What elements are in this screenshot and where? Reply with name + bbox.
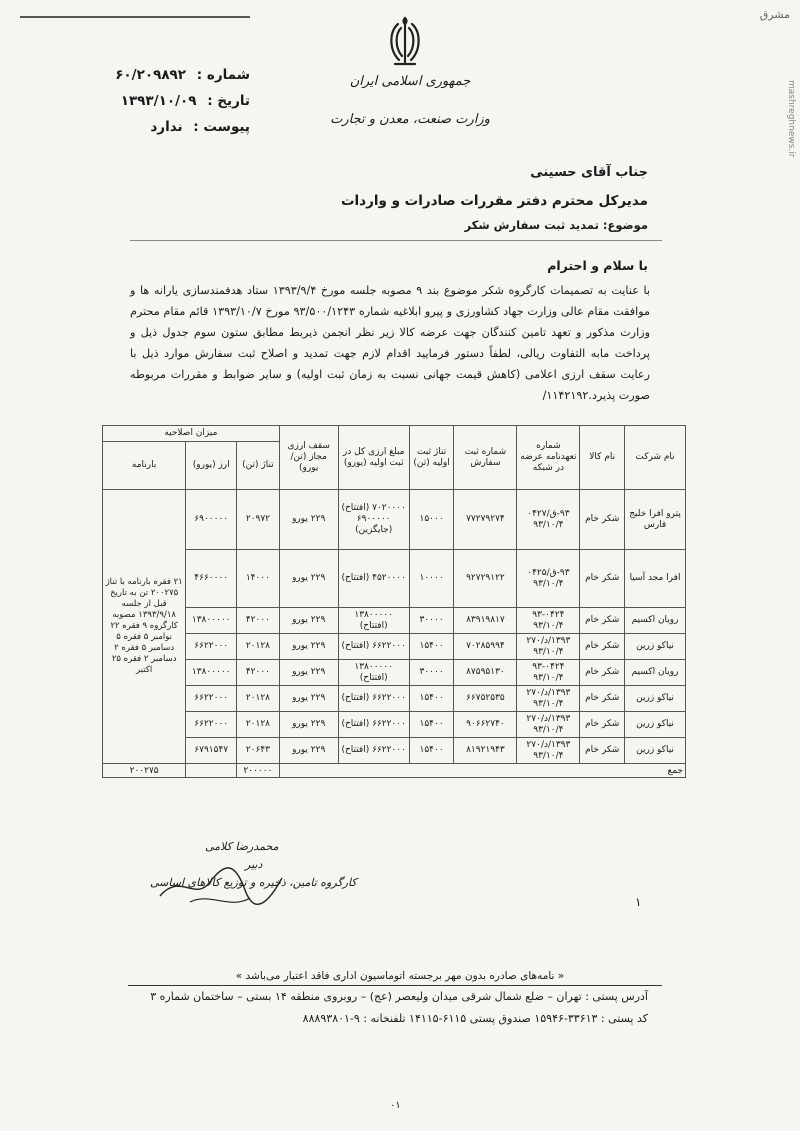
tonnage-cell: ۱۰۰۰۰: [409, 550, 454, 608]
c-cur-cell: ۶۹۰۰۰۰۰: [186, 490, 237, 550]
tonnage-cell: ۳۰۰۰۰: [409, 660, 454, 686]
footer-note: « نامه‌های صادره بدون مهر برجسته اتوماسیون اداری فاقد اعتبار می‌باشد »: [235, 970, 565, 982]
c-ton-cell: ۴۲۰۰۰: [237, 608, 280, 634]
total-cur: [186, 764, 237, 778]
amount-cell: [338, 634, 409, 660]
goods-cell: شکر خام: [580, 712, 625, 738]
amount-cell: [338, 712, 409, 738]
total-row: [103, 764, 686, 778]
scan-line: [20, 16, 250, 18]
table-row: [103, 550, 686, 608]
c-ton-cell: ۲۰۱۲۸: [237, 712, 280, 738]
company-cell: رویان اکسیم: [625, 660, 686, 686]
table-row: [103, 712, 686, 738]
th-ceiling: سقف ارزی مجاز (تن/یورو): [279, 426, 338, 490]
th-order-no: شماره ثبت سفارش: [454, 426, 517, 490]
goods-cell: شکر خام: [580, 634, 625, 660]
ceiling-cell: ۲۲۹ یورو: [279, 634, 338, 660]
c-cur-cell: ۱۳۸۰۰۰۰۰: [186, 608, 237, 634]
c-ton-cell: ۲۰۱۲۸: [237, 686, 280, 712]
amount-cell: [338, 550, 409, 608]
offer-cell: ۹۳-۰۴۲۴ ۹۳/۱۰/۴: [517, 660, 580, 686]
tonnage-cell: ۱۵۴۰۰: [409, 712, 454, 738]
ministry-name: وزارت صنعت، معدن و تجارت: [330, 112, 490, 127]
offer-cell: ۹۳-ق/۰۴۲۵ ۹۳/۱۰/۴: [517, 550, 580, 608]
amount-replace: ۶۹۰۰۰۰۰ (جایگزین): [355, 514, 393, 535]
total-ton: ۲۰۰۰۰۰: [237, 764, 280, 778]
c-cur-cell: ۴۶۶۰۰۰۰: [186, 550, 237, 608]
goods-cell: شکر خام: [580, 738, 625, 764]
side-url: mashreghnews.ir: [786, 80, 796, 158]
date-label: تاریخ :: [207, 93, 250, 109]
amount-open: ۱۳۸۰۰۰۰۰ (افتتاح): [354, 661, 394, 683]
offer-cell: ۱۳۹۳/د/۲۷۰ ۹۳/۱۰/۴: [517, 686, 580, 712]
tonnage-cell: ۳۰۰۰۰: [409, 608, 454, 634]
goods-cell: شکر خام: [580, 608, 625, 634]
c-ton-cell: ۱۴۰۰۰: [237, 550, 280, 608]
amount-cell: [338, 608, 409, 634]
footer-contact: کد پستی : ۳۳۶۱۳-۱۵۹۴۶ صندوق پستی ۶۱۱۵-۱۴۱۱۵ تلفنخانه : ۹-۸۸۸۹۳۸۰۱: [302, 1012, 648, 1025]
c-cur-cell: ۱۳۸۰۰۰۰۰: [186, 660, 237, 686]
iran-emblem-icon: [383, 14, 427, 70]
letter-subject: موضوع: تمدید ثبت سفارش شکر: [464, 218, 648, 232]
table-row: [103, 686, 686, 712]
watermark-logo: مشرق: [759, 8, 790, 21]
page-number: ۰۱: [390, 1100, 401, 1111]
footer-address: آدرس پستی : تهران – ضلع شمال شرقی میدان ولیعصر (عج) – روبروی منطقه ۱۴ بستی – ساختمان شماره ۳: [150, 990, 648, 1003]
goods-cell: شکر خام: [580, 660, 625, 686]
recipient-name: جناب آقای حسینی: [530, 165, 648, 180]
number-value: ۶۰/۲۰۹۸۹۲: [115, 67, 187, 83]
c-cur-cell: ۶۶۲۲۰۰۰: [186, 634, 237, 660]
orders-table: [102, 425, 686, 778]
ceiling-cell: ۲۲۹ یورو: [279, 550, 338, 608]
country-name: جمهوری اسلامی ایران: [349, 74, 471, 89]
order-cell: ۸۳۹۱۹۸۱۷: [454, 608, 517, 634]
total-bill: ۲۰۰۲۷۵: [103, 764, 186, 778]
th-corrected: میزان اصلاحیه: [103, 426, 280, 442]
offer-cell: ۱۳۹۳/د/۲۷۰ ۹۳/۱۰/۴: [517, 712, 580, 738]
goods-cell: شکر خام: [580, 490, 625, 550]
c-ton-cell: ۲۰۹۷۲: [237, 490, 280, 550]
ceiling-cell: ۲۲۹ یورو: [279, 738, 338, 764]
table-row: [103, 660, 686, 686]
th-c-ton: تناژ (تن): [237, 442, 280, 490]
company-cell: نیاکو زرین: [625, 634, 686, 660]
letter-body: با عنایت به تصمیمات کارگروه شکر موضوع بند ۹ مصوبه جلسه مورخ ۱۳۹۳/۹/۴ ستاد هدفمندسازی یارانه ها و موافقت مقام عالی وزارت جهاد کشاورزی و پیرو ابلاغیه شماره ۹۳/۵۰۰/۱۲۴۳ مورخ ۱۳۹۳/۱۰/۷ قائم مقام محترم وزارت مذکور و تعهد تامین کنندگان جهت عرضه کالا زیر نظر انجمن ذیربط مطابق ستون سوم جدول ذیل و پرداخت مابه التفاوت ریالی، لطفاً دستور فرمایید اقدام لازم جهت تمدید و اصلاح ثبت سفارش موارد ذیل با رعایت سقف ارزی اعلامی (کاهش قیمت جهانی نسبت به زمان ثبت اولیه) و سایر ضوابط و مقررات مربوطه صورت پذیرد.۱۱۴۲۱۹۲/: [130, 284, 650, 402]
ceiling-cell: ۲۲۹ یورو: [279, 608, 338, 634]
th-amount: مبلغ ارزی کل در ثبت اولیه (یورو): [338, 426, 409, 490]
offer-cell: ۱۳۹۳/د/۲۷۰ ۹۳/۱۰/۴: [517, 738, 580, 764]
salutation: با سلام و احترام: [547, 258, 648, 273]
total-label: جمع: [279, 764, 685, 778]
goods-cell: شکر خام: [580, 686, 625, 712]
attachment-value: ندارد: [150, 119, 183, 135]
offer-cell: ۹۳-۰۴۲۴ ۹۳/۱۰/۴: [517, 608, 580, 634]
goods-cell: شکر خام: [580, 550, 625, 608]
letter-date: [90, 88, 250, 114]
amount-open: ۴۵۲۰۰۰۰ (افتتاح): [341, 573, 406, 583]
signer-name: محمدرضا کلامی: [205, 840, 279, 853]
signer-role: دبیر: [245, 858, 263, 871]
order-cell: ۶۶۷۵۲۵۳۵: [454, 686, 517, 712]
order-cell: ۷۷۲۷۹۲۷۴: [454, 490, 517, 550]
th-goods: نام کالا: [580, 426, 625, 490]
company-cell: نیاکو زرین: [625, 738, 686, 764]
order-cell: ۸۱۹۲۱۹۴۳: [454, 738, 517, 764]
tonnage-cell: ۱۵۰۰۰: [409, 490, 454, 550]
tonnage-cell: ۱۵۴۰۰: [409, 686, 454, 712]
c-cur-cell: ۶۷۹۱۵۴۷: [186, 738, 237, 764]
ceiling-cell: ۲۲۹ یورو: [279, 712, 338, 738]
th-c-cur: ارز (یورو): [186, 442, 237, 490]
order-cell: ۷۰۲۸۵۹۹۴: [454, 634, 517, 660]
ceiling-cell: ۲۲۹ یورو: [279, 686, 338, 712]
table-row: [103, 490, 686, 550]
letter-attachment: [90, 114, 250, 140]
table-row: [103, 738, 686, 764]
c-cur-cell: ۶۶۲۲۰۰۰: [186, 712, 237, 738]
th-bill: بارنامه: [103, 442, 186, 490]
footer-divider: [128, 985, 662, 986]
table-row: [103, 634, 686, 660]
amount-open: ۶۶۲۲۰۰۰ (افتتاح): [341, 745, 406, 755]
th-tonnage: تناژ ثبت اولیه (تن): [409, 426, 454, 490]
tonnage-cell: ۱۵۴۰۰: [409, 634, 454, 660]
amount-open: ۷۰۲۰۰۰۰ (افتتاح): [341, 503, 406, 513]
company-cell: افرا مجد آسیا: [625, 550, 686, 608]
c-ton-cell: ۲۰۱۲۸: [237, 634, 280, 660]
offer-cell: ۱۳۹۳/د/۲۷۰ ۹۳/۱۰/۴: [517, 634, 580, 660]
attachment-label: پیوست :: [193, 119, 250, 135]
signature-scribble-icon: [150, 852, 290, 912]
c-ton-cell: ۲۰۶۴۳: [237, 738, 280, 764]
th-company: نام شرکت: [625, 426, 686, 490]
letter-meta: [90, 62, 250, 140]
order-cell: ۹۰۶۶۲۷۴۰: [454, 712, 517, 738]
number-label: شماره :: [196, 67, 250, 83]
amount-cell: [338, 660, 409, 686]
letter-number: [90, 62, 250, 88]
amount-cell: [338, 490, 409, 550]
c-ton-cell: ۴۲۰۰۰: [237, 660, 280, 686]
order-cell: ۸۷۵۹۵۱۳۰: [454, 660, 517, 686]
recipient-title: مدیرکل محترم دفتر مقررات صادرات و واردات: [340, 193, 648, 209]
tonnage-cell: ۱۵۴۰۰: [409, 738, 454, 764]
company-cell: رویان اکسیم: [625, 608, 686, 634]
ceiling-cell: ۲۲۹ یورو: [279, 490, 338, 550]
offer-cell: ۹۳-ق/۰۴۲۷ ۹۳/۱۰/۴: [517, 490, 580, 550]
amount-open: ۶۶۲۲۰۰۰ (افتتاح): [341, 641, 406, 651]
divider: [130, 240, 662, 241]
company-cell: نیاکو زرین: [625, 712, 686, 738]
amount-open: ۶۶۲۲۰۰۰ (افتتاح): [341, 693, 406, 703]
amount-cell: [338, 686, 409, 712]
company-cell: نیاکو زرین: [625, 686, 686, 712]
c-cur-cell: ۶۶۲۲۰۰۰: [186, 686, 237, 712]
amount-open: ۶۶۲۲۰۰۰ (افتتاح): [341, 719, 406, 729]
bill-remark-cell: ۲۱ فقره بارنامه با تناژ ۲۰۰۲۷۵ تن به تاریخ قبل از جلسه ۱۳۹۳/۹/۱۸ مصوبه کارگروه ۹ فقره ۲۲ نوامبر ۵ فقره ۵ دسامبر ۵ فقره ۲ دسامبر ۲ فقره ۲۵ اکتبر: [103, 490, 186, 764]
amount-cell: [338, 738, 409, 764]
table-row: [103, 608, 686, 634]
date-value: ۱۳۹۳/۱۰/۰۹: [120, 93, 197, 109]
th-offer-no: شماره تعهدنامه عرضه در شبکه: [517, 426, 580, 490]
orders-table-body: [103, 490, 686, 778]
company-cell: پترو افرا خلیج فارس: [625, 490, 686, 550]
signer-unit: کارگروه تامین، ذخیره و توزیع کالاهای اساسی: [150, 876, 357, 889]
amount-open: ۱۳۸۰۰۰۰۰ (افتتاح): [354, 609, 394, 631]
margin-mark: ۱: [635, 895, 642, 909]
ceiling-cell: ۲۲۹ یورو: [279, 660, 338, 686]
order-cell: ۹۲۷۲۹۱۲۲: [454, 550, 517, 608]
